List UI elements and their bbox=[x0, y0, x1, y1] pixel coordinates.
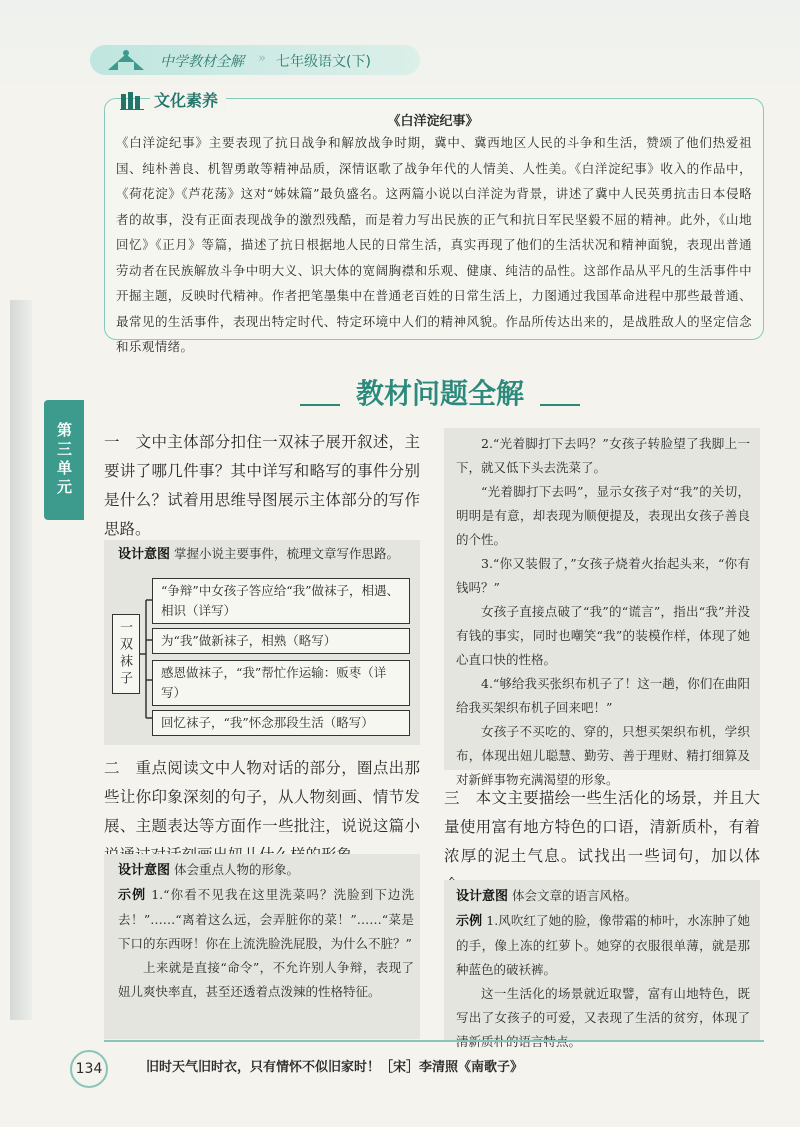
q2-example-2: 2.“光着脚打下去吗？”女孩子转脸望了我脚上一下，就又低下头去洗菜了。 bbox=[456, 436, 750, 475]
breadcrumb-arrow: » bbox=[258, 51, 266, 66]
section-title: 教材问题全解 bbox=[355, 377, 524, 410]
page-edge-stripe bbox=[10, 300, 32, 1020]
mindmap-item: 感恩做袜子，“我”帮忙作运输：贩枣（详写） bbox=[152, 660, 410, 706]
q2-example-2-comment: “光着脚打下去吗”，显示女孩子对“我”的关切，明明是有意，却表现为顺便提及，表现出女孩子善良的个性。 bbox=[456, 484, 750, 547]
q3-example-1 bbox=[456, 909, 750, 982]
book-logo-icon bbox=[104, 48, 148, 74]
question-2: 二 重点阅读文中人物对话的部分，圈点出那些让你印象深刻的句子，从人物刻画、情节发展、主题表达等方面作一些批注，说说这篇小 bbox=[104, 759, 420, 835]
design-text: 体会重点人物的形象。 bbox=[174, 862, 300, 877]
q2-example-3-comment: 女孩子直接点破了“我”的“谎言”，指出“我”并没有钱的事实，同时也嘲笑“我”的装模作样，体现了她心直口快的性格。 bbox=[456, 604, 750, 667]
q3-example-1-comment: 这一生活化的场景就近取譬，富有山地特色，既写出了女孩子的可爱，又表现了生活的贫穷，体现了 bbox=[456, 986, 750, 1025]
design-text: 体会文章的语言风格。 bbox=[512, 888, 638, 903]
book-subtitle: 七年级语文(下) bbox=[276, 54, 371, 70]
culture-body: 《白洋淀纪事》主要表现了抗日战争和解放战争时期，冀中、冀西地区人民的斗争和生活，赞颂了他们热爱祖国、纯朴善良、机智勇敢等精神品质，深情讴歌了战争年代的人情美、人性美。《白洋淀纪事》收入的作品中，《荷花淀》《芦花荡》这对“姊妹篇”最负盛名。这两篇小说以白洋淀为背景，讲述了冀中人民英勇抗击日本侵略者的故事，没有正面表现战争的激烈残酷，而是着力写出民族的正气和抗日军民坚毅不屈的精神。此外，《山地回忆》《正月》等篇，描述了抗日根据地人民的日常生活，真实再现了他们的生活状况和精神面貌，表现出普通劳动者在民族解放斗争中明大义、识大体的宽阔胸襟和乐观、健康、纯洁的品性。这部作品从平凡的生活事件中开掘主题，反映时代精神。作者把笔墨集中在普通老百姓的日常生活上，力图通过我国革命进程中那些最普通、最常见的生活事件，表现出特定时代、特定环境中人们的精神风貌。作品所传达出来的，是战胜敌人的坚定信念和乐观情绪。 bbox=[116, 135, 752, 354]
example-label: 示例 bbox=[118, 888, 147, 903]
mindmap-item: “争辩”中女孩子答应给“我”做袜子，相遇、相识（详写） bbox=[152, 578, 410, 624]
design-label: 设计意图 bbox=[118, 547, 171, 562]
example-text: 1.“你看不见我在这里洗菜吗？洗脸到下边洗去！”……“离着这么远，会弄脏你的菜！”……“菜是下口的东西呀！你在上流洗脸洗屁股，为什么不脏？” bbox=[118, 887, 414, 951]
q3-content bbox=[456, 884, 750, 1054]
q2-example-4-comment: 女孩子不买吃的、穿的，只想买架织布机，学织布，体现出妞儿聪慧、勤劳、善于理财、精打细算及对新鲜事物充满渴望的形象。 bbox=[456, 724, 750, 787]
question-1: 一 文中主体部分扣住一双袜子展开叙述，主要讲了哪几件事？其中详写和略写的事件分别是什么？试着用思维导图展示主体部分的写作思路。 bbox=[104, 433, 420, 538]
q2-example-1-comment: 上来就是直接“命令”，不允许别人争辩，表现了妞儿爽快率直，甚至还透着点泼辣的性格特征。 bbox=[118, 960, 414, 999]
books-icon bbox=[120, 90, 148, 110]
unit-tab: 第三单元 bbox=[44, 400, 84, 520]
q2-example-4: 4.“够给我买张织布机子了！这一趟，你们在曲阳给我买架织布机子回来吧！” bbox=[456, 676, 750, 715]
page-number: 134 bbox=[70, 1050, 108, 1088]
mindmap-item: 回忆袜子，“我”怀念那段生活（略写） bbox=[152, 710, 410, 736]
q2-content bbox=[118, 858, 414, 1004]
example-label: 示例 bbox=[456, 914, 483, 929]
question-3: 三 本文主要描绘一些生活化的场景，并且大量使用富有地方特色的口语，清新质朴，有着浓厚的泥土气息。试找出一些词句，加以体 bbox=[444, 789, 760, 865]
q2-example-1 bbox=[118, 883, 414, 956]
q2-example-3: 3.“你又装假了，”女孩子烧着火抬起头来，“你有钱吗？” bbox=[456, 556, 750, 595]
q2-design bbox=[118, 858, 414, 883]
design-label: 设计意图 bbox=[118, 863, 171, 878]
mindmap-item: 为“我”做新袜子，相熟（略写） bbox=[152, 628, 410, 654]
example-text: 1.风吹红了她的脸，像带霜的柿叶，水冻肿了她的手，像上冻的红萝卜。她穿的衣服很单薄，就是那种蓝色的破袄裤。 bbox=[456, 913, 750, 977]
design-label: 设计意图 bbox=[456, 889, 509, 904]
q3-design bbox=[456, 884, 750, 909]
design-text: 掌握小说主要事件，梳理文章写作思路。 bbox=[174, 546, 400, 561]
mindmap-root: 一双袜子 bbox=[112, 614, 140, 694]
culture-title: 《白洋淀纪事》 bbox=[387, 114, 479, 129]
footer-line bbox=[104, 1040, 764, 1042]
mindmap-connector bbox=[140, 580, 152, 730]
book-title: 中学教材全解 bbox=[160, 54, 244, 70]
culture-heading: 文化素养 bbox=[150, 88, 226, 111]
q1-design bbox=[118, 542, 414, 567]
footer-quote: 旧时天气旧时衣，只有情怀不似旧家时！［宋］李清照《南歌子》 bbox=[146, 1060, 524, 1075]
title-deco-right bbox=[540, 404, 580, 406]
q2-continued bbox=[456, 432, 750, 792]
